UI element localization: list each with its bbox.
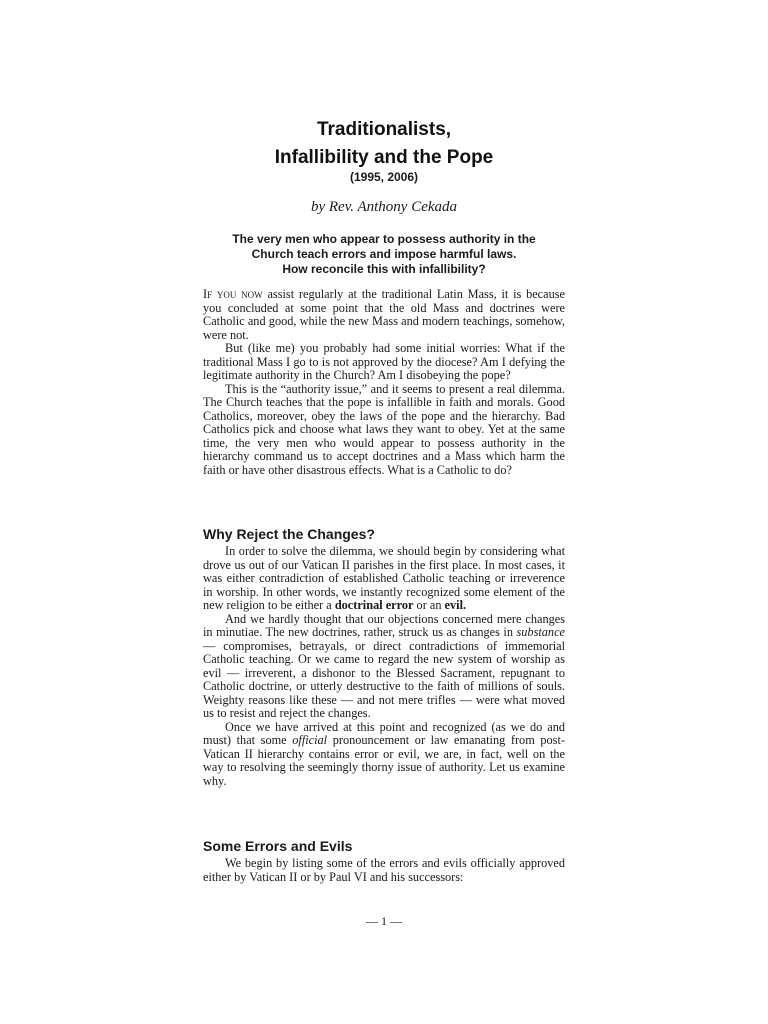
section1-p1-text: In order to solve the dilemma, we should begin by considering what drove us out of our Vatican II parishes in the first place. In most cases, it was either contradiction of established Catholic teaching or irreverence in worship. In other words, we instantly recognized some element of the new religion to be either a xyxy=(203,544,565,612)
section2-paragraph-1: We begin by listing some of the errors and evils officially approved either by Vatican II or by Paul VI and his successors: xyxy=(203,856,565,884)
section1-p3-text-a: Once we have arrived at this point and recognized (as we do and must) that some xyxy=(203,719,565,747)
section1-paragraph-3 xyxy=(203,721,565,789)
official-emphasis: official xyxy=(292,733,328,747)
section1-paragraph-1 xyxy=(203,545,565,613)
intro-paragraph-3: This is the “authority issue,” and it seems to present a real dilemma. The Church teaches that the pope is infallible in faith and morals. Good Catholics, moreover, obey the laws of the pope and the hierarchy. Bad Catholics pick and choose what laws they want to obey. Yet at the same time, the very men who would appear to possess authority in the hierarchy command us to accept doctrines and a Mass which harm the faith or have other disastrous effects. What is a Catholic to do? xyxy=(203,381,565,477)
subtitle-line-2: Church teach errors and impose harmful laws. xyxy=(251,247,517,261)
section1-p3-text-b: pronouncement or law emanating from post-Vatican II hierarchy contains error or evil, we are, in fact, well on the way to resolving the seemingly thorny issue of authority. Let us examine why. xyxy=(203,733,565,788)
intro-paragraph-2: But (like me) you probably had some initial worries: What if the traditional Mass I go to is not approved by the diocese? Am I defying the legitimate authority in the Church? Am I disobeying the pope? xyxy=(203,341,565,382)
section-heading-errors-evils: Some Errors and Evils xyxy=(203,838,353,854)
doctrinal-error-emphasis: doctrinal error xyxy=(334,598,414,612)
section-why-reject-body xyxy=(203,545,565,788)
section-errors-evils-body xyxy=(203,857,565,884)
substance-emphasis: substance xyxy=(516,625,565,639)
drop-lead-text: If you now xyxy=(203,287,263,301)
title-line-1: Traditionalists, xyxy=(316,119,452,140)
intro-paragraph-1-text: assist regularly at the traditional Latin Mass, it is because you concluded at some point that the old Mass and doctrines were Catholic and good, while the new Mass and modern teachings, somehow, were not. xyxy=(203,287,565,342)
subtitle-line-1: The very men who appear to possess authority in the xyxy=(232,232,536,246)
section1-p2-text-b: — compromises, betrayals, or direct contradictions of immemorial Catholic teaching. Or we came to regard the new system of worship as evil — irreverent, a dishonor to the Blessed Sacrament, repugnant to Catholic doctrine, or utterly destructive to the faith of millions of souls. Weighty reasons like these — and not mere trifles — were what moved us to resist and reject the changes. xyxy=(203,638,565,720)
author-byline: by Rev. Anthony Cekada xyxy=(310,199,458,215)
section1-p1-mid: or an xyxy=(413,598,445,612)
section1-paragraph-2 xyxy=(203,613,565,721)
intro-paragraph-1 xyxy=(203,288,565,342)
section-heading-why-reject: Why Reject the Changes? xyxy=(203,526,375,542)
intro-section xyxy=(203,288,565,477)
title-line-2: Infallibility and the Pope xyxy=(274,147,494,168)
evil-emphasis: evil. xyxy=(444,598,467,612)
subtitle-line-3: How reconcile this with infallibility? xyxy=(282,262,486,276)
page-number: — 1 — xyxy=(366,914,402,928)
publication-years: (1995, 2006) xyxy=(349,170,419,184)
section1-p2-text-a: And we hardly thought that our objections concerned mere changes in minutiae. The new doctrines, rather, struck us as changes in xyxy=(203,611,565,639)
